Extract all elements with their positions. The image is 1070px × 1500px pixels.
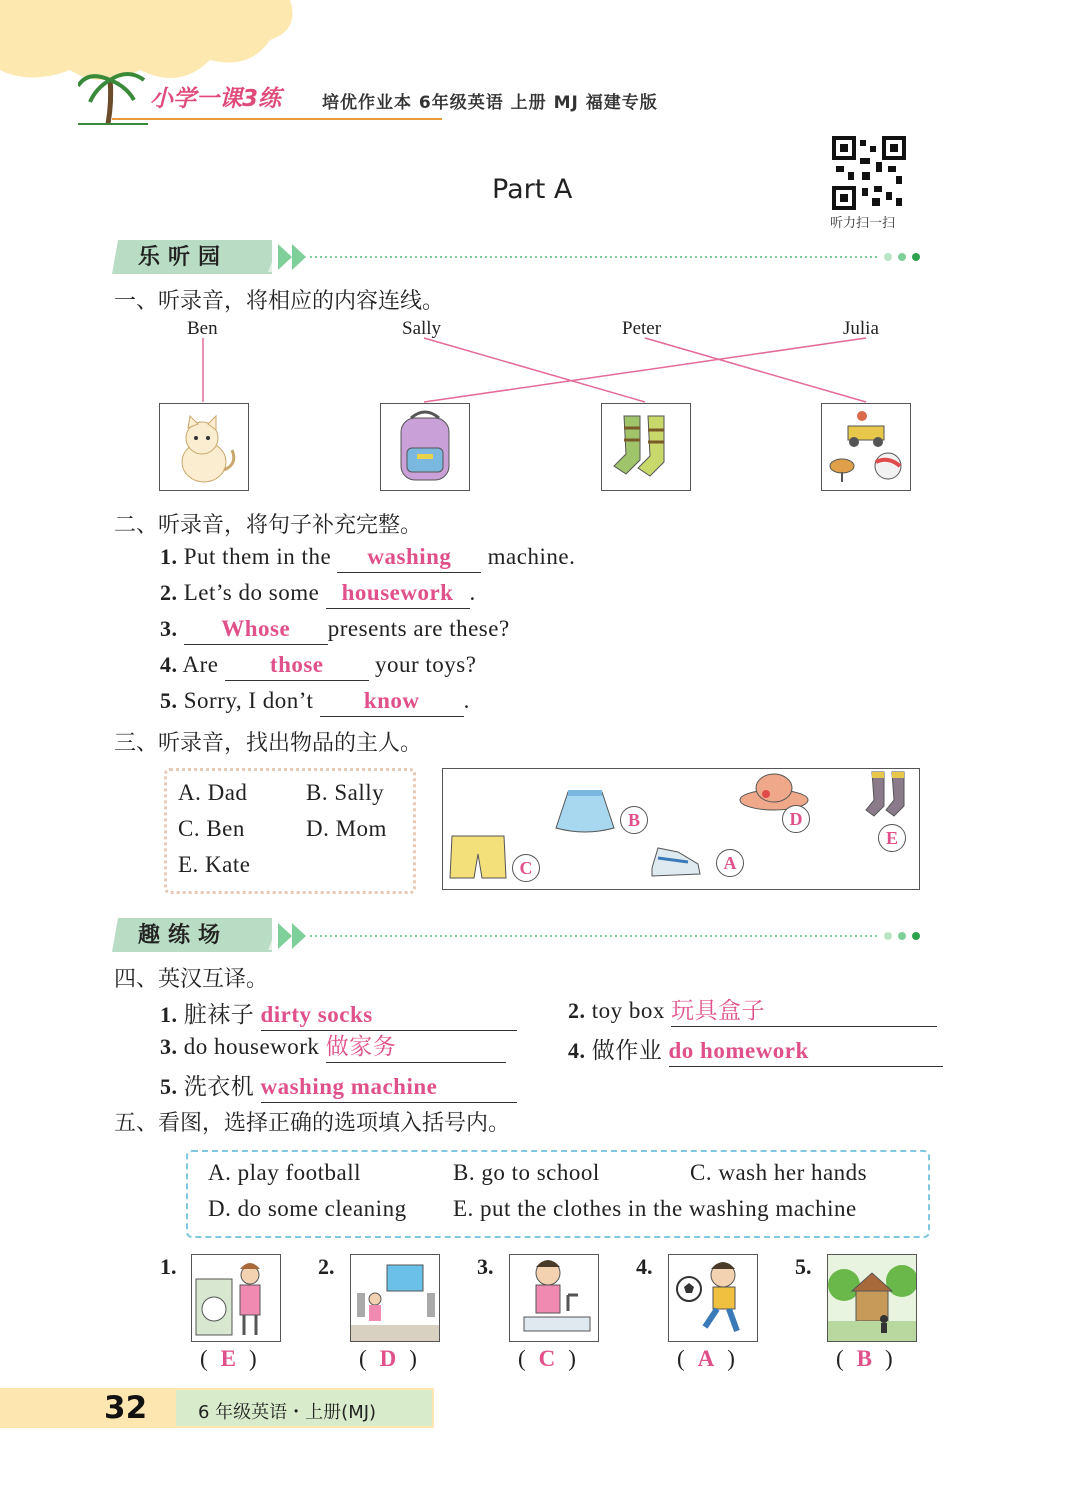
shorts-icon xyxy=(448,832,508,884)
answer-letter: B xyxy=(856,1346,873,1371)
option-b: B. Sally xyxy=(306,780,385,805)
option-d: D. do some cleaning xyxy=(208,1196,407,1221)
item-number: 4. xyxy=(568,1038,586,1063)
name-peter: Peter xyxy=(622,318,662,339)
option-d: D. Mom xyxy=(306,816,387,841)
item-number: 3. xyxy=(477,1254,494,1279)
skirt-icon xyxy=(552,788,618,836)
cat-picture xyxy=(159,403,249,491)
answer-blank[interactable]: dirty socks xyxy=(261,1000,517,1031)
q4-title: 四、英汉互译。 xyxy=(114,967,269,992)
answer-circle-skirt[interactable]: B xyxy=(620,806,648,834)
item-number: 5. xyxy=(160,688,178,713)
q2-item-4 xyxy=(160,650,476,681)
section-banner-2: 趣练场 xyxy=(138,923,229,948)
sentence-after: . xyxy=(463,688,470,713)
item-number: 2. xyxy=(160,580,178,605)
q2-item-1 xyxy=(160,542,575,573)
option-e: E. Kate xyxy=(178,852,251,877)
item-number: 1. xyxy=(160,1002,178,1027)
toys-icon xyxy=(822,404,910,490)
answer-blank[interactable]: housework xyxy=(326,578,470,609)
section-banner-1: 乐听园 xyxy=(138,245,229,270)
footer-text: 6 年级英语・上册(MJ) xyxy=(198,1402,377,1423)
q2-item-3 xyxy=(160,614,510,645)
answer-letter: C xyxy=(538,1346,556,1371)
q2-item-5 xyxy=(160,686,470,717)
answer-blank[interactable]: 做家务 xyxy=(326,1032,506,1063)
football-picture xyxy=(668,1254,758,1342)
q5-title: 五、看图，选择正确的选项填入括号内。 xyxy=(114,1111,511,1136)
item-number: 3. xyxy=(160,1034,178,1059)
sentence-after: . xyxy=(469,580,476,605)
socks-icon xyxy=(602,404,690,490)
prompt: 脏袜子 xyxy=(183,1002,255,1027)
prompt: 做作业 xyxy=(591,1038,663,1063)
backpack-icon xyxy=(381,404,469,490)
answer-blank[interactable]: know xyxy=(320,686,464,717)
header-subtitle: 培优作业本 6年级英语 上册 MJ 福建专版 xyxy=(322,93,658,113)
name-julia: Julia xyxy=(843,318,879,339)
qr-caption: 听力扫一扫 xyxy=(830,216,896,231)
answer-letter: E xyxy=(220,1346,237,1371)
answer-letter: D xyxy=(379,1346,397,1371)
part-title: Part A xyxy=(492,174,573,205)
q1-title: 一、听录音，将相应的内容连线。 xyxy=(114,289,445,314)
cleaning-icon xyxy=(351,1255,439,1341)
answer-blank[interactable]: those xyxy=(225,650,369,681)
sentence-before: Let’s do some xyxy=(183,580,320,605)
backpack-picture xyxy=(380,403,470,491)
sentence-after: presents are these? xyxy=(327,616,510,641)
item-number: 5. xyxy=(160,1074,178,1099)
option-a: A. play football xyxy=(208,1160,361,1185)
item-number: 1. xyxy=(160,544,178,569)
sentence-after: your toys? xyxy=(374,652,477,677)
cleaning-picture xyxy=(350,1254,440,1342)
school-icon xyxy=(828,1255,916,1341)
item-number: 4. xyxy=(160,652,178,677)
answer-blank[interactable]: washing xyxy=(337,542,481,573)
name-ben: Ben xyxy=(187,318,218,339)
answer-bracket-3[interactable]: ( C ) xyxy=(518,1346,577,1371)
answer-bracket-5[interactable]: ( B ) xyxy=(836,1346,894,1371)
item-number: 2. xyxy=(318,1254,335,1279)
answer-blank[interactable]: do homework xyxy=(669,1036,943,1067)
school-picture xyxy=(827,1254,917,1342)
option-b: B. go to school xyxy=(453,1160,600,1185)
name-sally: Sally xyxy=(402,318,442,339)
answer-bracket-4[interactable]: ( A ) xyxy=(677,1346,736,1371)
q3-title: 三、听录音，找出物品的主人。 xyxy=(114,731,423,756)
prompt: 洗衣机 xyxy=(183,1074,255,1099)
sentence-after: machine. xyxy=(487,544,576,569)
header-brand: 小学一课3练 xyxy=(150,86,282,112)
q4-item-1 xyxy=(160,996,517,1031)
q2-title: 二、听录音，将句子补充完整。 xyxy=(114,513,423,538)
answer-letter: A xyxy=(697,1346,715,1371)
option-c: C. wash her hands xyxy=(690,1160,868,1185)
option-c: C. Ben xyxy=(178,816,245,841)
laundry-icon xyxy=(192,1255,280,1341)
dotted-socks-icon xyxy=(864,770,914,820)
item-number: 2. xyxy=(568,998,586,1023)
toys-picture xyxy=(821,403,911,491)
arrow-decoration-icon xyxy=(278,921,928,951)
sentence-before: Are xyxy=(182,652,219,677)
item-number: 1. xyxy=(160,1254,177,1279)
answer-blank[interactable]: washing machine xyxy=(261,1072,517,1103)
q4-item-4 xyxy=(568,1032,943,1067)
washing-machine-picture xyxy=(191,1254,281,1342)
sentence-before: Put them in the xyxy=(183,544,332,569)
shoes-icon xyxy=(648,838,704,884)
prompt: do housework xyxy=(183,1034,320,1059)
q2-item-2 xyxy=(160,578,476,609)
answer-bracket-2[interactable]: ( D ) xyxy=(359,1346,418,1371)
wash-hands-icon xyxy=(510,1255,598,1341)
answer-circle-shorts[interactable]: C xyxy=(512,854,540,882)
cat-icon xyxy=(160,404,248,490)
item-number: 3. xyxy=(160,616,178,641)
answer-blank[interactable]: Whose xyxy=(184,614,328,645)
sentence-before: Sorry, I don’t xyxy=(183,688,314,713)
answer-circle-hat[interactable]: D xyxy=(782,805,810,833)
prompt: toy box xyxy=(591,998,665,1023)
answer-bracket-1[interactable]: ( E ) xyxy=(200,1346,258,1371)
page-number: 32 xyxy=(104,1390,148,1426)
wash-hands-picture xyxy=(509,1254,599,1342)
option-a: A. Dad xyxy=(178,780,248,805)
socks-picture xyxy=(601,403,691,491)
answer-blank[interactable]: 玩具盒子 xyxy=(671,996,937,1027)
q4-item-5 xyxy=(160,1068,517,1103)
answer-circle-socks[interactable]: E xyxy=(878,824,906,852)
item-number: 4. xyxy=(636,1254,653,1279)
q4-item-3 xyxy=(160,1032,506,1063)
q4-item-2 xyxy=(568,996,937,1027)
option-e: E. put the clothes in the washing machine xyxy=(453,1196,857,1221)
item-number: 5. xyxy=(795,1254,812,1279)
answer-circle-shoes[interactable]: A xyxy=(716,849,744,877)
football-icon xyxy=(669,1255,757,1341)
